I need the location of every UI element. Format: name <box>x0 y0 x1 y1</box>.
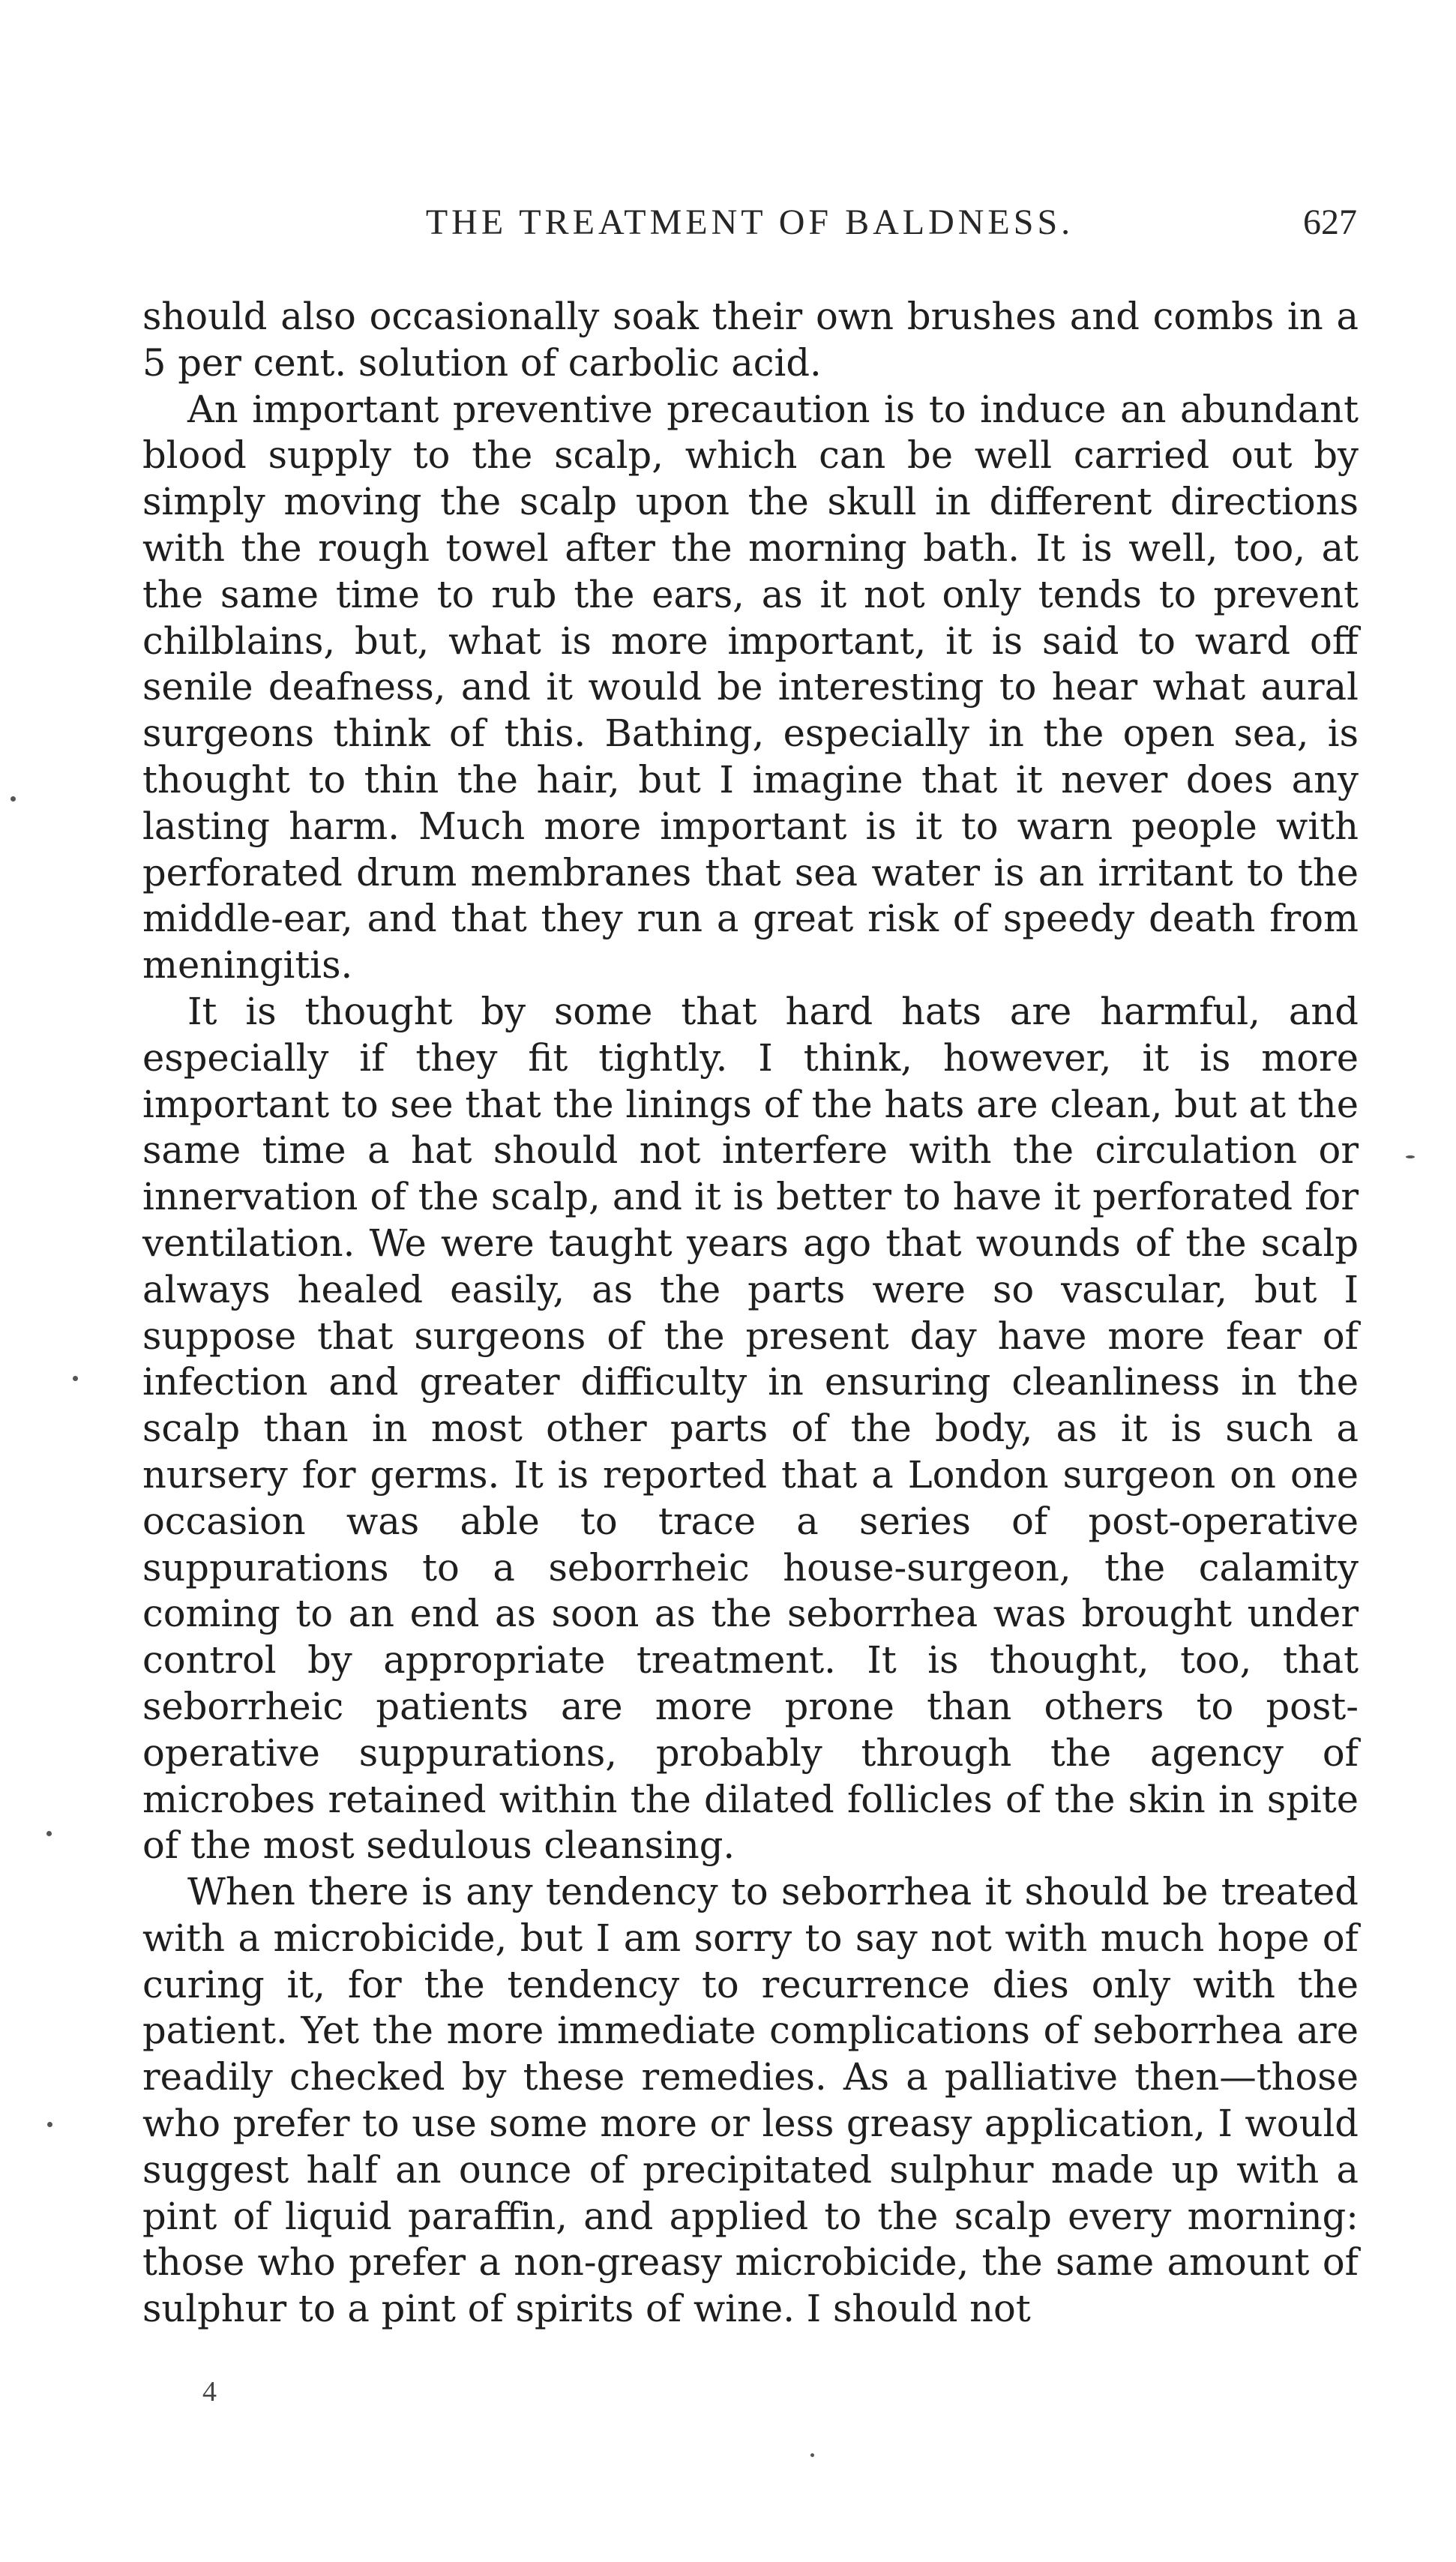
scan-speck <box>10 796 16 802</box>
scan-speck <box>46 1831 52 1836</box>
scan-speck <box>1406 1155 1415 1158</box>
running-head <box>142 196 1357 249</box>
paragraph-hard-hats: It is thought by some that hard hats are harmful, and especially if they fit tightly. I think, however, it is more important to see that the linings of the hats are clean, but at the same time a hat should not interfere with the circulation or innervation of the scalp, and it is better to have it perforated for ventilation. We were taught years ago that wounds of the scalp always healed easily, as the parts were so vascular, but I suppose that surgeons of the present day have more fear of infection and greater difficulty in ensuring cleanliness in the scalp than in most other parts of the body, as it is such a nursery for germs. It is reported that a London surgeon on one occasion was able to trace a series of post-operative suppurations to a seborrheic house-surgeon, the calamity coming to an end as soon as the seborrhea was brought under control by appropriate treatment. It is thought, too, that seborrheic patients are more prone than others to post-operative suppurations, probably through the agency of microbes retained within the dilated follicles of the skin in spite of the most sedulous cleansing. <box>142 989 1359 1868</box>
scan-speck <box>810 2453 814 2457</box>
running-title: THE TREATMENT OF BALDNESS. <box>425 202 1074 242</box>
paragraph-continuation: should also occasionally soak their own brushes and combs in a 5 per cent. solution of carbolic acid. <box>142 295 1359 385</box>
paragraph-seborrhea-treatment: When there is any tendency to seborrhea it should be treated with a microbicide, but I am sorry to say not with much hope of curing it, for the tendency to recurrence dies only with the patient. Yet the more immediate complications of seborrhea are readily checked by these remedies. As a palliative then—those who prefer to use some more or less greasy application, I would suggest half an ounce of precipitated sulphur made up with a pint of liquid paraffin, and applied to the scalp every morning: those who prefer a non-greasy microbicide, the same amount of sulphur to a pint of spirits of wine. I should not <box>142 1870 1359 2331</box>
scan-speck <box>47 2122 52 2127</box>
paragraph-blood-supply: An important preventive precaution is to induce an abundant blood supply to the scalp, which can be well carried out by simply moving the scalp upon the skull in different directions with the rough towel after the morning bath. It is well, too, at the same time to rub the ears, as it not only tends to prevent chilblains, but, what is more important, it is said to ward off senile deafness, and it would be interesting to hear what aural surgeons think of this. Bathing, especially in the open sea, is thought to thin the hair, but I imagine that it never does any lasting harm. Much more important is it to warn people with perforated drum membranes that sea water is an irritant to the middle-ear, and that they run a great risk of speedy death from meningitis. <box>142 387 1359 987</box>
page-number: 627 <box>1303 202 1357 242</box>
scan-speck <box>73 1376 78 1381</box>
body-text <box>142 294 1359 2333</box>
signature-mark: 4 <box>202 2376 217 2408</box>
